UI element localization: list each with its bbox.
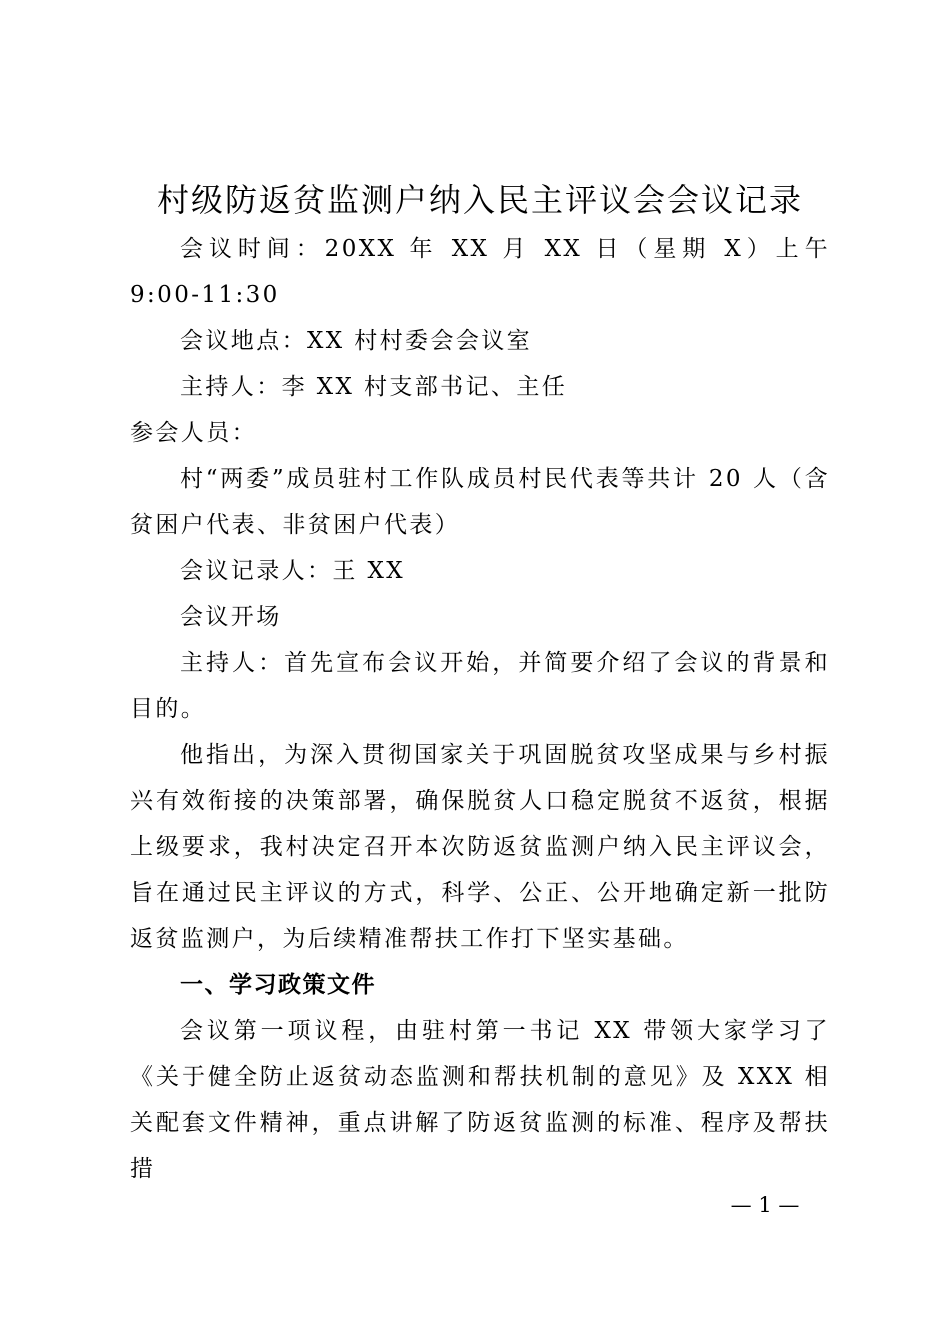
page-number: — 1 —	[730, 1193, 800, 1217]
attendees-list: 村“两委”成员驻村工作队成员村民代表等共计 20 人（含贫困户代表、非贫困户代表）	[130, 466, 830, 538]
opening-detail-paragraph: 他指出，为深入贯彻国家关于巩固脱贫攻坚成果与乡村振兴有效衔接的决策部署，确保脱贫人口稳定脱贫不返贫，根据上级要求，我村决定召开本次防返贫监测户纳入民主评议会，旨在通过民主评议的方式，科学、公正、公开地确定新一批防返贫监测户，为后续精准帮扶工作打下坚实基础。	[130, 742, 830, 952]
meeting-time: 会议时间：20XX 年 XX 月 XX 日（星期 X）上午 9:00-11:30	[130, 236, 830, 308]
meeting-recorder: 会议记录人：王 XX	[180, 558, 406, 584]
attendees-label: 参会人员：	[130, 420, 257, 446]
opening-label: 会议开场	[180, 604, 282, 630]
document-body	[130, 226, 830, 1192]
document-title: 村级防返贫监测户纳入民主评议会会议记录	[156, 181, 803, 219]
opening-paragraph: 主持人：首先宣布会议开始，并简要介绍了会议的背景和目的。	[130, 650, 830, 722]
meeting-place: 会议地点：XX 村村委会会议室	[180, 328, 533, 354]
meeting-host: 主持人：李 XX 村支部书记、主任	[180, 374, 568, 400]
section-paragraph-policy-study: 会议第一项议程，由驻村第一书记 XX 带领大家学习了《关于健全防止返贫动态监测和帮扶机制的意见》及 XXX 相关配套文件精神，重点讲解了防返贫监测的标准、程序及帮扶措	[130, 1018, 830, 1182]
section-heading-policy-study: 一、学习政策文件	[180, 972, 376, 998]
